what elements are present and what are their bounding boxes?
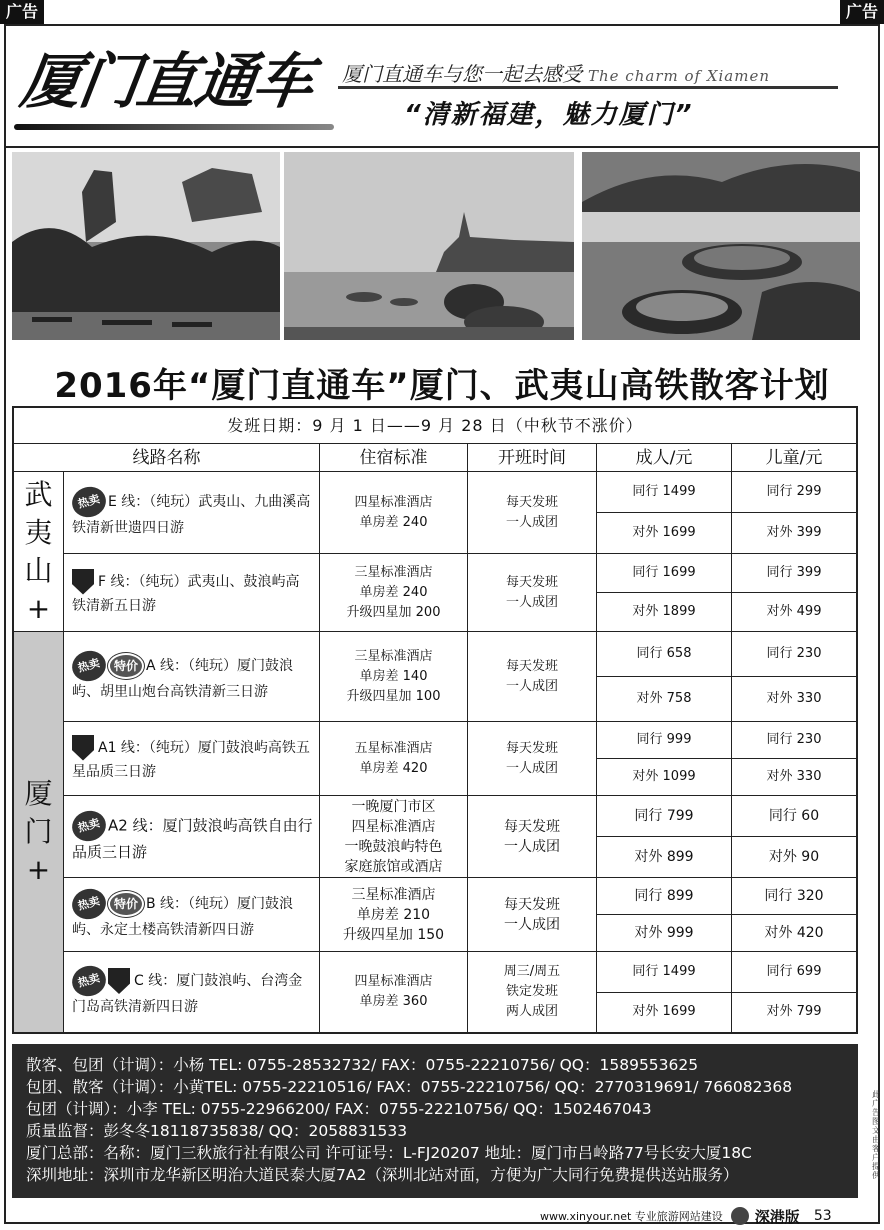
schedule-line: 每天发班 (505, 494, 558, 510)
hotel-line: 升级四星加 100 (346, 688, 441, 704)
route-label: F 线：（纯玩）武夷山、鼓浪屿高铁清新五日游 (72, 573, 300, 614)
route-name (72, 735, 313, 783)
region-char: + (26, 853, 51, 886)
child-price-cell (732, 722, 856, 795)
departure-dates: 发班日期：9 月 1 日——9 月 28 日（中秋节不涨价） (14, 408, 856, 444)
schedule-line: 每天发班 (504, 896, 560, 913)
special-price-badge: 特价 (108, 653, 144, 679)
child-retail-price: 对外 420 (764, 925, 824, 941)
child-price-cell (732, 632, 856, 721)
adult-price-cell (597, 722, 732, 795)
schedule-line: 铁定发班 (505, 984, 558, 999)
page-title: 2016年“厦门直通车”厦门、武夷山高铁散客计划 (54, 366, 830, 406)
adult-retail-price: 对外 1699 (632, 525, 696, 540)
child-trade-price: 同行 399 (732, 554, 856, 593)
header-route: 线路名称 (14, 444, 320, 472)
shield-icon (72, 735, 94, 761)
child-price-cell (732, 796, 856, 877)
shield-icon (108, 968, 130, 994)
table-row (64, 554, 856, 632)
route-label: B 线：（纯玩）厦门鼓浪屿、永定土楼高铁清新四日游 (72, 895, 294, 938)
adult-retail-price: 对外 999 (634, 925, 694, 941)
schedule-line: 一人成团 (504, 838, 560, 855)
route-name (72, 889, 313, 941)
hotel-cell (320, 722, 468, 795)
hotel-cell (320, 878, 468, 951)
route-cell (64, 722, 320, 795)
route-cell (64, 632, 320, 721)
region-char: + (26, 591, 51, 625)
photo-tulou (582, 152, 860, 340)
hotel-line: 四星标准酒店 (354, 494, 433, 510)
schedule-line: 一人成团 (505, 514, 558, 530)
logo-swoosh (14, 124, 334, 130)
hotel-line: 家庭旅馆或酒店 (344, 858, 443, 875)
special-price-badge: 特价 (108, 891, 144, 917)
table-row (64, 952, 856, 1032)
table-row (64, 796, 856, 878)
route-name (72, 966, 313, 1018)
contact-line: 深圳地址：深圳市龙华新区明治大道民泰大厦7A2（深圳北站对面，方便为广大同行免费提供送站服务） (26, 1166, 739, 1184)
hotel-line: 四星标准酒店 (354, 974, 433, 989)
publisher-logo-icon (731, 1207, 749, 1225)
schedule-cell (468, 472, 597, 553)
route-cell (64, 472, 320, 553)
adult-price-cell (597, 472, 732, 553)
adult-price-cell (597, 952, 732, 1032)
schedule-cell (468, 722, 597, 795)
route-cell (64, 554, 320, 631)
route-name (72, 811, 313, 863)
schedule-line: 一人成团 (504, 916, 560, 933)
hotel-line: 一晚鼓浪屿特色 (344, 838, 443, 855)
hot-badge: 热卖 (69, 483, 110, 521)
adult-price-cell (597, 878, 732, 951)
ad-label-right: 广告 (840, 0, 884, 24)
contact-line: 包团（计调）：小李 TEL: 0755-22966200/ FAX：0755-22210756/ QQ：1502467043 (26, 1100, 652, 1118)
route-label: A 线：（纯玩）厦门鼓浪屿、胡里山炮台高铁清新三日游 (72, 657, 294, 700)
hotel-line: 单房差 210 (356, 906, 431, 923)
hotel-line: 单房差 360 (359, 994, 428, 1009)
route-name (72, 487, 313, 539)
child-trade-price: 同行 230 (732, 632, 856, 677)
brand-logo: 厦门直通车 (16, 47, 317, 117)
adult-trade-price: 同行 658 (597, 632, 731, 677)
page-number: 53 (813, 1208, 832, 1224)
header-hotel: 住宿标准 (320, 444, 468, 472)
hotel-cell (320, 472, 468, 553)
child-retail-price: 对外 330 (766, 691, 822, 706)
adult-trade-price: 同行 1499 (597, 952, 731, 993)
schedule-line: 周三/周五 (503, 964, 561, 979)
region-char: 夷 (24, 515, 53, 549)
schedule-line: 每天发班 (504, 818, 560, 835)
child-price-cell (732, 952, 856, 1032)
hotel-line: 单房差 240 (359, 514, 428, 530)
hotel-line: 四星标准酒店 (351, 818, 436, 835)
hot-badge: 热卖 (69, 807, 110, 845)
shield-icon (72, 569, 94, 595)
route-label: C 线：厦门鼓浪屿、台湾金门岛高铁清新四日游 (72, 973, 303, 1015)
contact-line: 厦门总部：名称：厦门三秋旅行社有限公司 许可证号：L-FJ20207 地址：厦门市吕岭路77号长安大厦18C (26, 1144, 752, 1162)
route-name (72, 651, 313, 703)
header-adult: 成人/元 (597, 444, 732, 472)
child-retail-price: 对外 499 (766, 604, 822, 619)
hotel-line: 五星标准酒店 (354, 740, 433, 756)
child-trade-price: 同行 60 (732, 796, 856, 837)
schedule-line: 每天发班 (505, 574, 558, 590)
table-row (64, 472, 856, 554)
child-retail-price: 对外 399 (766, 525, 822, 540)
tour-price-table (12, 406, 858, 1034)
hotel-line: 单房差 240 (359, 584, 428, 600)
slogan-cn: 厦门直通车与您一起去感受 (342, 62, 582, 86)
adult-price-cell (597, 632, 732, 721)
child-price-cell (732, 878, 856, 951)
adult-retail-price: 对外 1899 (632, 604, 696, 619)
header-schedule: 开班时间 (468, 444, 597, 472)
schedule-cell (468, 952, 597, 1032)
schedule-line: 每天发班 (505, 658, 558, 674)
child-trade-price: 同行 299 (732, 472, 856, 513)
contact-line: 包团、散客（计调）：小黄TEL: 0755-22210516/ FAX：0755-22210756/ QQ：2770319691/ 766082368 (26, 1078, 793, 1096)
schedule-line: 一人成团 (505, 678, 558, 694)
region-char: 门 (24, 815, 53, 848)
hotel-cell (320, 952, 468, 1032)
hotel-line: 三星标准酒店 (354, 648, 433, 664)
hotel-line: 单房差 140 (359, 668, 428, 684)
region-xiamen (14, 632, 64, 1032)
hotel-line: 一晚厦门市区 (351, 798, 436, 815)
hotel-line: 三星标准酒店 (351, 886, 436, 903)
route-name (72, 569, 313, 617)
hotel-line: 三星标准酒店 (354, 564, 433, 580)
brand-header (14, 28, 870, 140)
contact-panel (12, 1044, 858, 1198)
schedule-line: 一人成团 (505, 594, 558, 610)
adult-retail-price: 对外 758 (636, 691, 692, 706)
route-label: A2 线：厦门鼓浪屿高铁自由行品质三日游 (72, 816, 313, 861)
slogan-main: “清新福建，魅力厦门” (404, 100, 694, 130)
child-price-cell (732, 472, 856, 553)
region-char: 山 (24, 553, 53, 587)
adult-trade-price: 同行 999 (597, 722, 731, 759)
child-trade-price: 同行 230 (732, 722, 856, 759)
adult-retail-price: 对外 1699 (632, 1004, 696, 1020)
table-row (64, 878, 856, 952)
slogan-en: The charm of Xiamen (588, 67, 771, 85)
schedule-cell (468, 632, 597, 721)
side-disclaimer: 此广告图文由客户提供 (872, 1090, 880, 1180)
ad-label-left: 广告 (0, 0, 44, 24)
adult-trade-price: 同行 899 (597, 878, 731, 915)
contact-line: 散客、包团（计调）：小杨 TEL: 0755-28532732/ FAX：0755-22210756/ QQ：1589553625 (26, 1056, 699, 1074)
child-trade-price: 同行 699 (732, 952, 856, 993)
hot-badge: 热卖 (69, 647, 110, 685)
adult-price-cell (597, 554, 732, 631)
adult-retail-price: 对外 1099 (632, 769, 696, 784)
hot-badge: 热卖 (69, 962, 110, 1000)
hotel-cell (320, 554, 468, 631)
hotel-cell (320, 796, 468, 877)
hotel-cell (320, 632, 468, 721)
region-char: 武 (24, 477, 53, 511)
photo-gulangyu-sea (284, 152, 574, 340)
footer-site: www.xinyour.net 专业旅游网站建设 (540, 1210, 723, 1223)
schedule-line: 一人成团 (505, 760, 558, 776)
route-label: A1 线：（纯玩）厦门鼓浪屿高铁五星品质三日游 (72, 739, 310, 780)
header-divider (4, 146, 880, 148)
route-cell (64, 878, 320, 951)
slogan-line-1 (342, 58, 770, 87)
hotel-line: 升级四星加 150 (342, 926, 445, 943)
route-label: E 线：（纯玩）武夷山、九曲溪高铁清新世遗四日游 (72, 493, 311, 536)
schedule-cell (468, 878, 597, 951)
hot-badge: 热卖 (69, 885, 110, 923)
adult-retail-price: 对外 899 (634, 849, 694, 865)
route-cell (64, 796, 320, 877)
table-row (64, 722, 856, 796)
page-footer (540, 1206, 832, 1226)
photo-wuyishan-river (12, 152, 280, 340)
hotel-line: 单房差 420 (359, 760, 428, 776)
photo-strip (12, 152, 860, 340)
schedule-cell (468, 554, 597, 631)
footer-edition: 深港版 (754, 1207, 800, 1226)
route-cell (64, 952, 320, 1032)
schedule-line: 每天发班 (505, 740, 558, 756)
adult-trade-price: 同行 1499 (597, 472, 731, 513)
schedule-cell (468, 796, 597, 877)
child-retail-price: 对外 90 (768, 849, 820, 865)
child-retail-price: 对外 330 (766, 769, 822, 784)
child-retail-price: 对外 799 (766, 1004, 822, 1020)
adult-trade-price: 同行 1699 (597, 554, 731, 593)
adult-trade-price: 同行 799 (597, 796, 731, 837)
hotel-line: 升级四星加 200 (346, 604, 441, 620)
contact-line: 质量监督：彭冬冬18118735838/ QQ：2058831533 (26, 1122, 408, 1140)
child-trade-price: 同行 320 (732, 878, 856, 915)
region-char: 厦 (24, 777, 53, 810)
schedule-line: 两人成团 (505, 1004, 558, 1019)
adult-price-cell (597, 796, 732, 877)
slogan-rule (338, 86, 838, 89)
table-row (64, 632, 856, 722)
child-price-cell (732, 554, 856, 631)
header-child: 儿童/元 (732, 444, 856, 472)
region-wuyishan (14, 472, 64, 632)
